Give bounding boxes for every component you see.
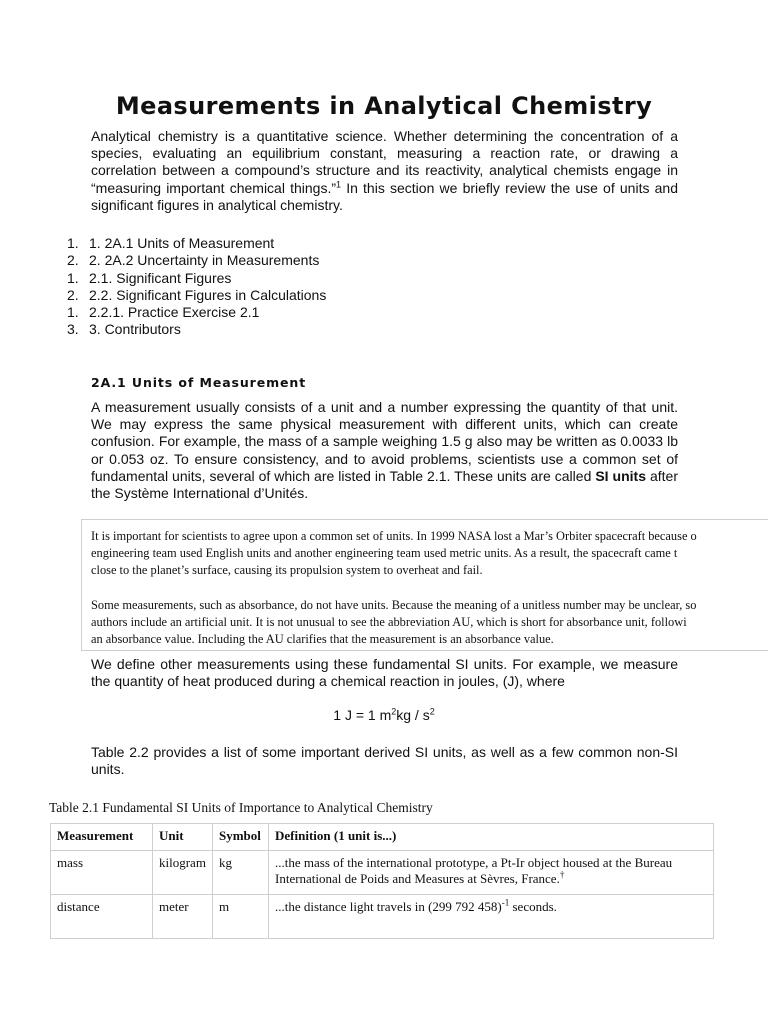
equation-exponent: 2 bbox=[429, 706, 435, 717]
note-line: authors include an artificial unit. It is not unusual to see the abbreviation AU, which is short for absorbance unit, followi bbox=[91, 615, 687, 630]
toc-number: 3. bbox=[67, 321, 79, 338]
toc-item[interactable] bbox=[67, 321, 326, 338]
toc-item[interactable] bbox=[67, 270, 326, 287]
note-line: Some measurements, such as absorbance, do not have units. Because the meaning of a unitless number may be unclear, so bbox=[91, 598, 697, 612]
note-line: close to the planet’s surface, causing its propulsion system to overheat and fail. bbox=[91, 563, 483, 578]
cell-symbol: m bbox=[213, 895, 269, 939]
toc-item[interactable] bbox=[67, 287, 326, 304]
table-intro-paragraph: Table 2.2 provides a list of some important derived SI units, as well as a few common non-SI units. bbox=[91, 744, 678, 778]
toc-number: 2. bbox=[67, 286, 79, 303]
table-header-row bbox=[51, 824, 714, 851]
note-line: engineering team used English units and another engineering team used metric units. As a result, the spacecraft came t bbox=[91, 546, 678, 561]
header-measurement: Measurement bbox=[51, 824, 153, 851]
cell-unit: kilogram bbox=[153, 851, 213, 895]
page-title: Measurements in Analytical Chemistry bbox=[115, 92, 653, 120]
note-box bbox=[81, 519, 768, 651]
table-caption: Table 2.1 Fundamental SI Units of Importance to Analytical Chemistry bbox=[49, 800, 433, 815]
definition-text: ...the distance light travels in (299 792 458) bbox=[275, 899, 502, 914]
definition-footnote: † bbox=[559, 869, 565, 880]
toc-link[interactable]: 2.2.1. Practice Exercise 2.1 bbox=[89, 304, 260, 321]
header-unit: Unit bbox=[153, 824, 213, 851]
units-paragraph bbox=[91, 399, 678, 502]
toc-item[interactable] bbox=[67, 235, 326, 252]
units-text-end: after the Système International d’Unités. bbox=[91, 467, 678, 502]
toc-number: 1. bbox=[67, 304, 79, 321]
intro-paragraph bbox=[91, 128, 678, 214]
table-row bbox=[51, 895, 714, 939]
equation-part: 1 J = 1 m bbox=[333, 707, 392, 723]
header-symbol: Symbol bbox=[213, 824, 269, 851]
cell-measurement: mass bbox=[51, 851, 153, 895]
definition-text-end: seconds. bbox=[509, 899, 557, 914]
equation-part: kg / s bbox=[396, 707, 430, 723]
toc-link[interactable]: 1. 2A.1 Units of Measurement bbox=[89, 235, 275, 251]
si-units-table bbox=[50, 823, 714, 939]
joule-equation bbox=[0, 707, 768, 723]
units-text: A measurement usually consists of a unit and a number expressing the quantity of that unit. We may express the same physical measurement with different units, which can create confusion. For example, the mass of a sample weighing 1.5 g also may be written as 0.0033 lb or 0.053 oz. To ensure consistency, and to avoid problems, scientists use a common set of fundamental units, several of which are listed in Table 2.1. These units are called bbox=[91, 399, 678, 484]
definition-text: ...the mass of the international prototype, a Pt-Ir object housed at the Bureau International de Poids and Measures at Sèvres, France. bbox=[275, 855, 673, 886]
toc-item[interactable] bbox=[67, 252, 326, 269]
note-paragraph-absorbance bbox=[91, 597, 768, 649]
definition-exponent: -1 bbox=[501, 897, 510, 908]
cell-definition bbox=[269, 895, 714, 939]
table-of-contents bbox=[67, 235, 326, 339]
cell-symbol: kg bbox=[213, 851, 269, 895]
toc-link[interactable]: 2.1. Significant Figures bbox=[89, 269, 232, 286]
toc-link[interactable]: 2.2. Significant Figures in Calculations bbox=[89, 286, 327, 303]
toc-item[interactable] bbox=[67, 304, 326, 321]
intro-text-end: In this section we briefly review the use of units and significant figures in analytical chemistry. bbox=[91, 179, 678, 213]
cell-measurement: distance bbox=[51, 895, 153, 939]
toc-number: 2. bbox=[67, 252, 79, 269]
toc-number: 1. bbox=[67, 269, 79, 286]
cell-definition bbox=[269, 851, 714, 895]
footnote-mark: 1 bbox=[336, 178, 342, 189]
table-row bbox=[51, 851, 714, 895]
cell-unit: meter bbox=[153, 895, 213, 939]
toc-number: 1. bbox=[67, 235, 79, 251]
equation-exponent: 2 bbox=[391, 706, 397, 717]
note-line: It is important for scientists to agree upon a common set of units. In 1999 NASA lost a Mar’s Orbiter spacecraft because o bbox=[91, 529, 697, 543]
intro-text: Analytical chemistry is a quantitative science. Whether determining the concentration of a species, evaluating an equilibrium constant, measuring a reaction rate, or drawing a correlation between a compound’s structure and its reactivity, analytical chemists engage in “measuring important chemical things.” bbox=[91, 128, 678, 196]
derived-units-paragraph: We define other measurements using these fundamental SI units. For example, we measure the quantity of heat produced during a chemical reaction in joules, (J), where bbox=[91, 656, 678, 690]
header-definition: Definition (1 unit is...) bbox=[269, 824, 714, 851]
toc-link[interactable]: 2. 2A.2 Uncertainty in Measurements bbox=[89, 252, 320, 269]
si-units-term: SI units bbox=[595, 467, 646, 484]
toc-link[interactable]: 3. Contributors bbox=[89, 321, 181, 338]
note-paragraph-nasa bbox=[91, 528, 768, 580]
note-line: an absorbance value. Including the AU clarifies that the measurement is an absorbance value. bbox=[91, 632, 554, 647]
section-heading: 2A.1 Units of Measurement bbox=[91, 375, 307, 390]
